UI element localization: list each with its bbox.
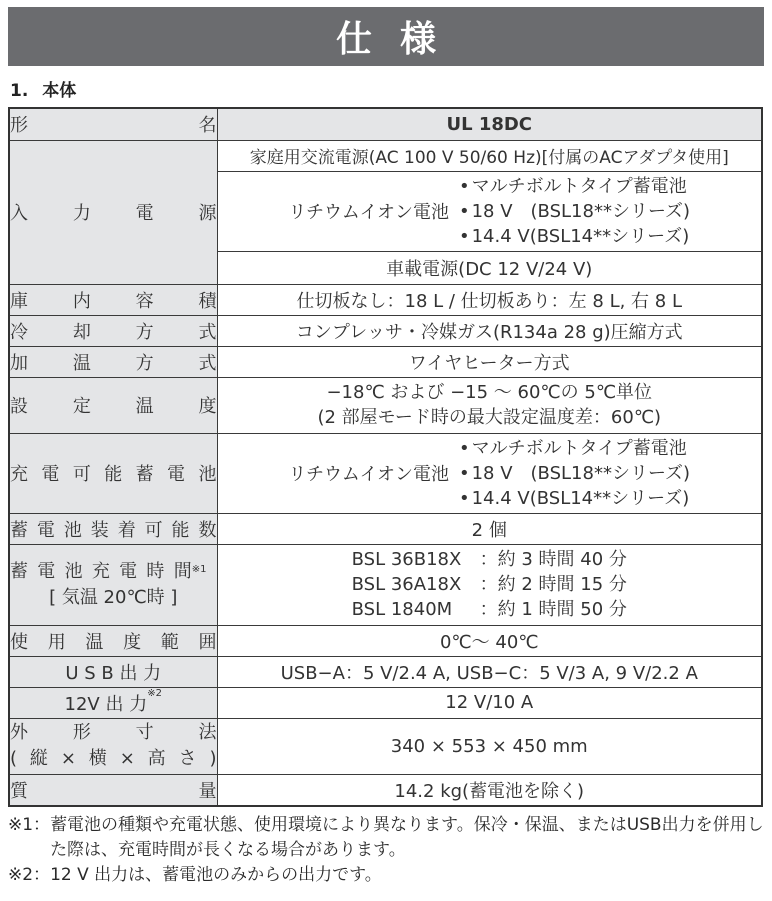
label-char: 充 — [10, 464, 28, 485]
charge-time-row — [352, 572, 627, 597]
label-char: 寸 — [135, 722, 154, 743]
table-row-charge-time — [9, 544, 762, 625]
set-temp-line: (2 部屋モード時の最大設定温度差：60℃) — [317, 407, 662, 428]
value-input-dc: 車載電源(DC 12 V/24 V) — [217, 251, 762, 284]
label-usb-output: U S B 出 力 — [9, 656, 217, 687]
label-char: 蓄 — [10, 560, 28, 582]
charge-time-row — [352, 547, 627, 572]
label-char: 電 — [37, 560, 56, 582]
table-row-heating — [9, 346, 762, 377]
label-char: 池 — [198, 464, 217, 485]
battery-item: • 14.4 V(BSL14**シリーズ) — [459, 224, 690, 249]
battery-model: BSL 1840M — [351, 599, 453, 620]
value-heating: ワイヤヒーター方式 — [217, 346, 762, 377]
label-char: 電 — [41, 464, 60, 485]
label-char: 外 — [10, 722, 28, 743]
label-char: 名 — [198, 115, 217, 137]
value-cooling: コンプレッサ・冷媒ガス(R134a 28 g)圧縮方式 — [217, 315, 762, 346]
label-char: 可 — [72, 464, 91, 485]
footnote-2 — [8, 863, 768, 888]
value-temp-range: 0℃～ 40℃ — [217, 625, 762, 656]
label-char: 入 — [10, 203, 28, 224]
label-char: 式 — [198, 352, 217, 374]
label-char: 横 — [88, 748, 107, 769]
section-label: 本体 — [42, 81, 77, 101]
battery-type-label: リチウムイオン電池 — [288, 464, 449, 485]
battery-list — [459, 174, 690, 249]
battery-list — [459, 436, 690, 511]
label-char: 内 — [72, 290, 91, 312]
label-battery-count — [9, 513, 217, 544]
battery-item: • マルチボルトタイプ蓄電池 — [459, 436, 690, 461]
charge-duration: ：約 1 時間 50 分 — [479, 599, 627, 620]
label-char: 庫 — [10, 290, 28, 312]
charge-time-row — [352, 597, 627, 622]
value-12v-output: 12 V/10 A — [217, 687, 762, 718]
value-dimensions: 340 × 553 × 450 mm — [217, 718, 762, 774]
label-temp-range — [9, 625, 217, 656]
label-char: 電 — [135, 203, 154, 224]
label-dimensions — [9, 718, 217, 774]
label-char: 方 — [135, 321, 154, 343]
label-char: 充 — [91, 560, 110, 582]
battery-model: BSL 36A18X — [351, 574, 462, 595]
label-char: ) — [209, 748, 217, 769]
label-char: 量 — [198, 780, 217, 802]
label-char: 設 — [10, 396, 28, 417]
table-row-cooling — [9, 315, 762, 346]
page-title-bar — [8, 7, 764, 66]
label-char: 積 — [198, 290, 217, 312]
label-char: 法 — [198, 722, 217, 743]
battery-type-label: リチウムイオン電池 — [288, 202, 449, 223]
footnote-mark: ※2： — [8, 865, 51, 885]
label-model — [9, 108, 217, 140]
label-char: 温 — [72, 352, 91, 374]
label-char: 蓄 — [10, 519, 28, 541]
label-char: 加 — [10, 352, 28, 374]
label-char: 力 — [72, 203, 91, 224]
set-temp-line: −18℃ および −15 ～ 60℃の 5℃単位 — [326, 382, 653, 403]
label-char: 式 — [198, 321, 217, 343]
label-charge-time-condition: [ 気温 20℃時 ] — [49, 586, 178, 608]
label-cooling — [9, 315, 217, 346]
label-char: 用 — [47, 631, 66, 653]
value-capacity: 仕切板なし：18 L / 仕切板あり：左 8 L, 右 8 L — [217, 284, 762, 315]
label-char: 質 — [10, 780, 28, 802]
label-char: 電 — [36, 519, 55, 541]
label-char: 範 — [160, 631, 179, 653]
label-char: 池 — [63, 519, 82, 541]
section-heading — [10, 76, 76, 101]
table-row-model — [9, 108, 762, 140]
label-char: 容 — [135, 290, 154, 312]
label-12v-output — [9, 687, 217, 718]
value-model: UL 18DC — [217, 108, 762, 140]
label-char: 却 — [72, 321, 91, 343]
label-char: 冷 — [10, 321, 28, 343]
label-char: 使 — [10, 631, 28, 653]
charge-duration: ：約 3 時間 40 分 — [479, 549, 627, 570]
label-char: さ — [178, 748, 197, 769]
value-chargeable-battery — [217, 433, 762, 513]
battery-model: BSL 36B18X — [351, 549, 462, 570]
label-char: 温 — [135, 396, 154, 417]
label-char: 着 — [117, 519, 136, 541]
label-charge-time — [9, 544, 217, 625]
label-char: 高 — [147, 748, 166, 769]
label-char: 数 — [198, 519, 217, 541]
footnote-text: 12 V 出力は、蓄電池のみからの出力です。 — [50, 865, 382, 885]
label-char: 間$^{※1}$ — [173, 560, 207, 582]
value-input-ac: 家庭用交流電源(AC 100 V 50/60 Hz)[付属のACアダプタ使用] — [217, 140, 762, 171]
label-char: 定 — [72, 396, 91, 417]
footnote-mark: ※1： — [8, 815, 51, 835]
label-capacity — [9, 284, 217, 315]
label-char: 池 — [64, 560, 83, 582]
label-char: 方 — [135, 352, 154, 374]
label-char: 能 — [104, 464, 123, 485]
value-charge-time — [217, 544, 762, 625]
footnote-ref-2: ※2 — [147, 687, 162, 699]
label-char: 度 — [198, 396, 217, 417]
label-char: 縦 — [29, 748, 48, 769]
battery-item: • 18 V (BSL18**シリーズ) — [459, 199, 690, 224]
value-input-battery — [217, 171, 762, 251]
table-row-chargeable-battery — [9, 433, 762, 513]
label-char: ( — [10, 748, 18, 769]
label-weight — [9, 774, 217, 806]
table-row-usb-output — [9, 656, 762, 687]
table-row-12v-output — [9, 687, 762, 718]
value-weight: 14.2 kg(蓄電池を除く) — [217, 774, 762, 806]
label-char: 囲 — [198, 631, 217, 653]
spec-table — [8, 107, 763, 807]
label-char: 装 — [90, 519, 109, 541]
label-char: 時 — [146, 560, 165, 582]
table-row-capacity — [9, 284, 762, 315]
label-char: 形 — [10, 115, 28, 137]
label-char: 能 — [171, 519, 190, 541]
label-heating — [9, 346, 217, 377]
table-row-input-power — [9, 140, 762, 171]
footnote-1 — [8, 813, 768, 863]
label-char: 電 — [167, 464, 186, 485]
battery-item: • 14.4 V(BSL14**シリーズ) — [459, 486, 690, 511]
battery-item: • マルチボルトタイプ蓄電池 — [459, 174, 690, 199]
label-char: 電 — [119, 560, 138, 582]
label-char: 源 — [198, 203, 217, 224]
label-char: 可 — [144, 519, 163, 541]
footnote-ref-1: ※1 — [191, 563, 207, 575]
label-char: 蓄 — [135, 464, 154, 485]
table-row-battery-count — [9, 513, 762, 544]
label-set-temp — [9, 377, 217, 433]
label-text: 12V 出 力 — [64, 693, 148, 715]
battery-item: • 18 V (BSL18**シリーズ) — [459, 461, 690, 486]
table-row-weight — [9, 774, 762, 806]
label-chargeable-battery — [9, 433, 217, 513]
table-row-set-temp — [9, 377, 762, 433]
label-char: 形 — [72, 722, 91, 743]
value-usb-output: USB−A：5 V/2.4 A, USB−C：5 V/3 A, 9 V/2.2 A — [217, 656, 762, 687]
value-battery-count: 2 個 — [217, 513, 762, 544]
footnote-text: 蓄電池の種類や充電状態、使用環境により異なります。保冷・保温、またはUSB出力を併用した際は、充電時間が長くなる場合があります。 — [50, 815, 764, 860]
charge-duration: ：約 2 時間 15 分 — [479, 574, 627, 595]
footnotes — [8, 813, 768, 888]
page-title: 仕様 — [335, 19, 464, 60]
label-char: 温 — [85, 631, 104, 653]
table-row-temp-range — [9, 625, 762, 656]
table-row-dimensions — [9, 718, 762, 774]
label-char: × — [119, 748, 135, 769]
value-set-temp — [217, 377, 762, 433]
label-char: × — [60, 748, 76, 769]
section-number: 1. — [10, 81, 29, 101]
label-input-power — [9, 140, 217, 284]
label-char: 度 — [123, 631, 142, 653]
